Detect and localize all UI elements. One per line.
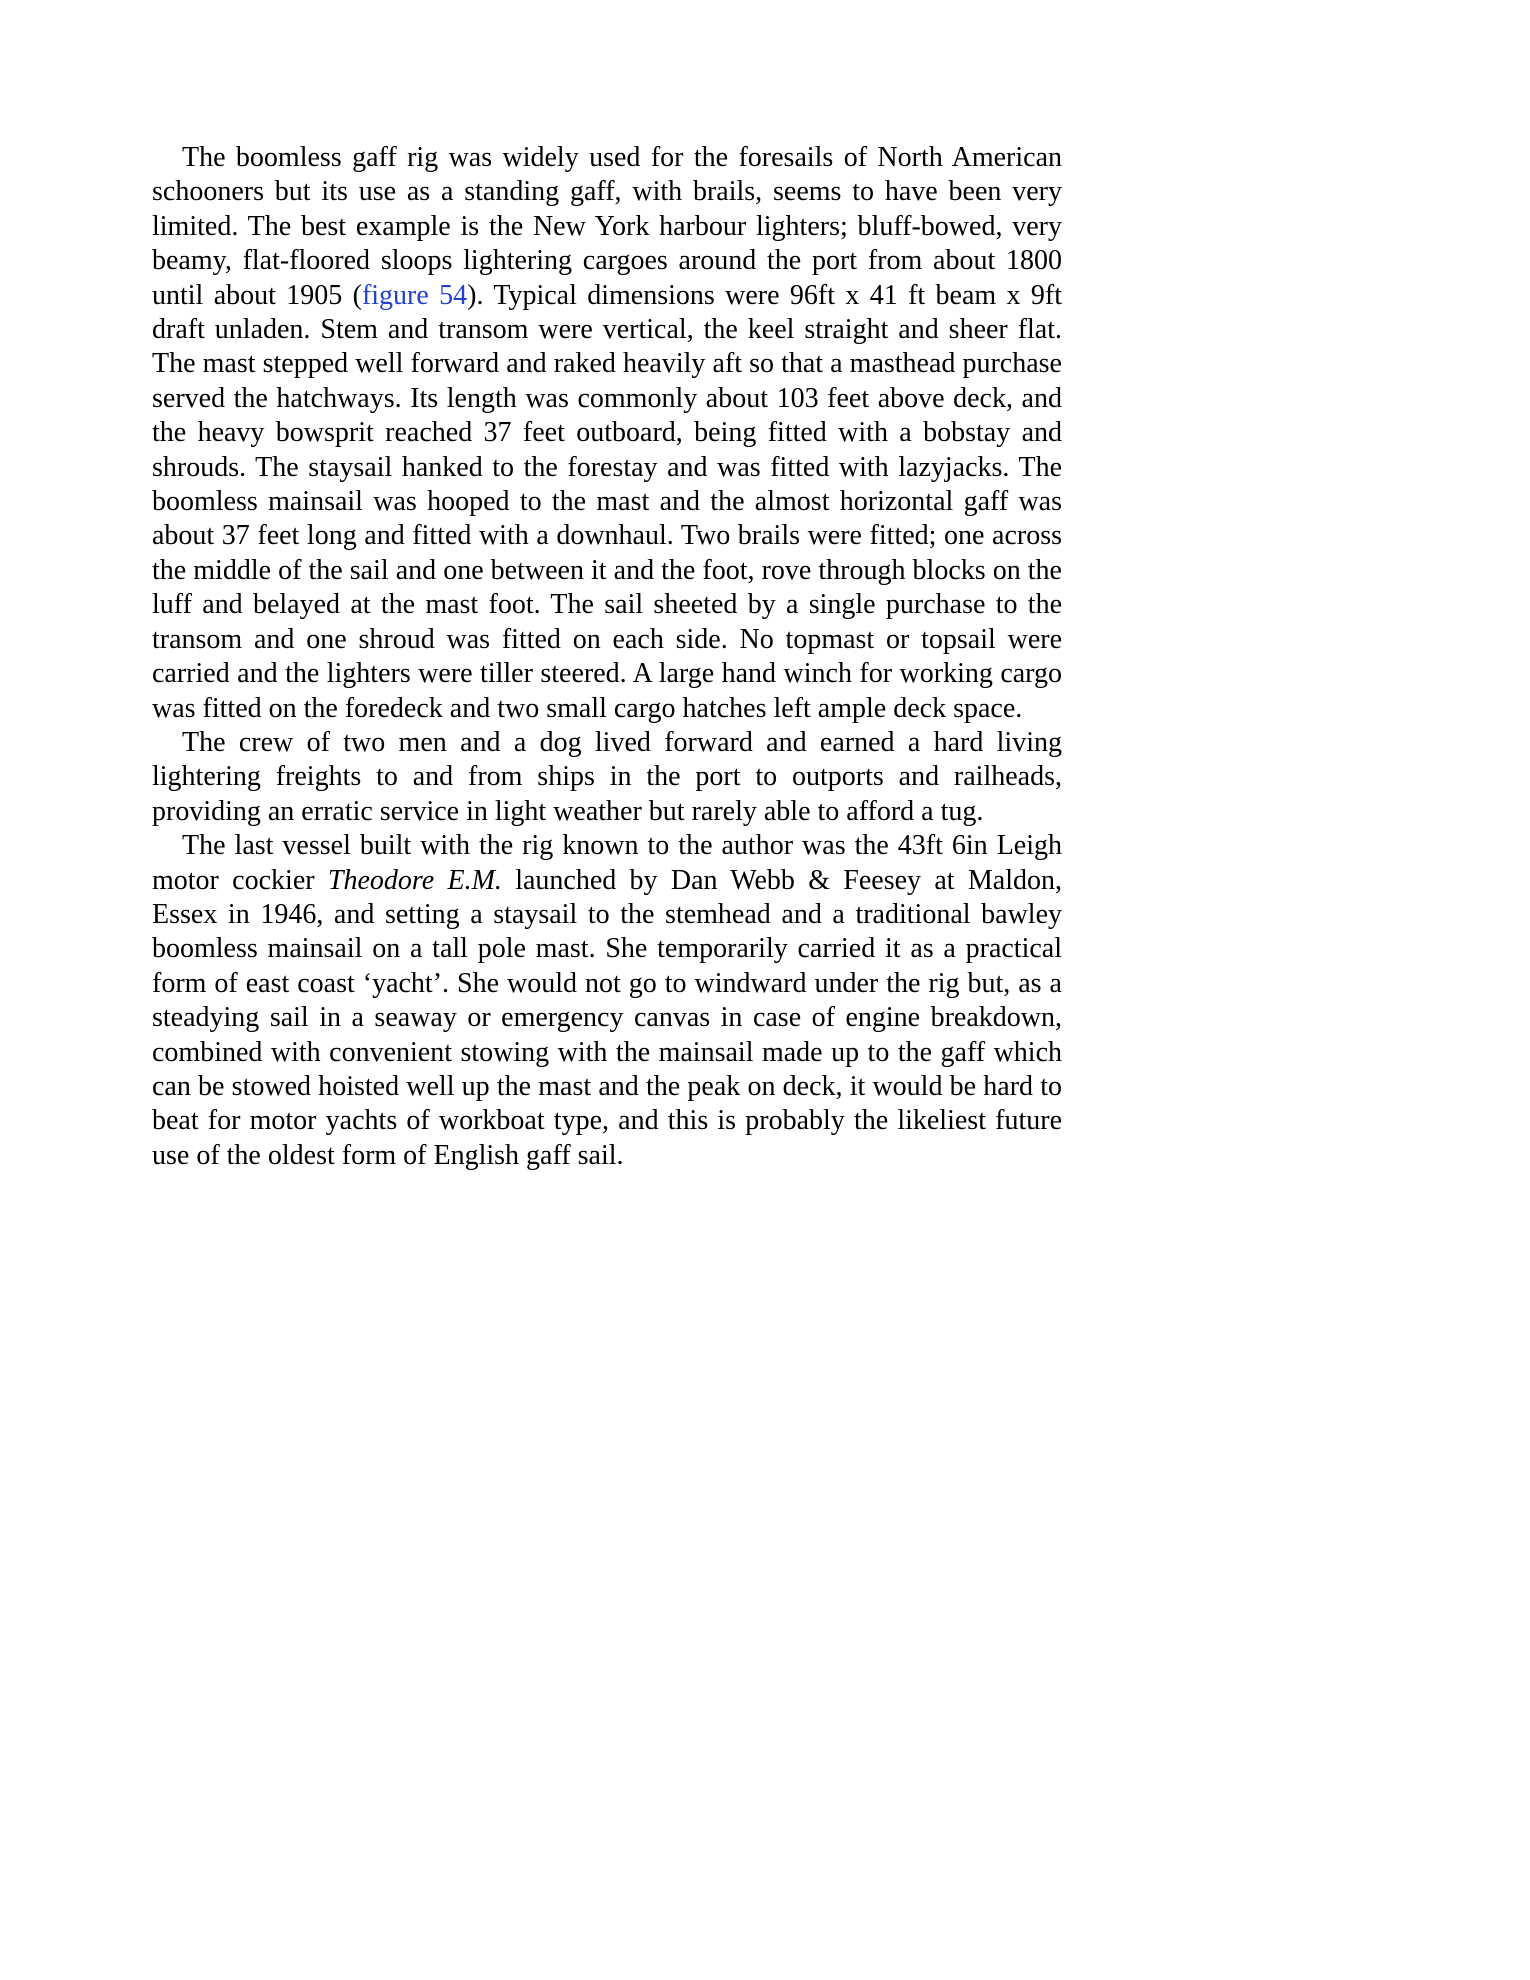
paragraph (152, 829, 1062, 1173)
figure-54-link[interactable]: figure 54 (361, 279, 468, 311)
text-run: The boomless gaff rig was widely used for the foresails of North American schooners but its use as a standing gaff, with brails, seems to have been very limited. The best example is the New York harbour lighters; bluff-bowed, very beamy, flat-floored sloops lightering cargoes around the port from about 1800 until about 1905 ( (152, 142, 1062, 311)
paragraph (152, 141, 1062, 726)
text-run: ). Typical dimensions were 96ft x 41 ft beam x 9ft draft unladen. Stem and transom were vertical, the keel straight and sheer flat. The mast stepped well forward and raked heavily aft so that a masthead purchase served the hatchways. Its length was commonly about 103 feet above deck, and the heavy bowsprit reached 37 feet outboard, being fitted with a bobstay and shrouds. The staysail hanked to the forestay and was fitted with lazyjacks. The boomless mainsail was hooped to the mast and the almost horizontal gaff was about 37 feet long and fitted with a downhaul. Two brails were fitted; one across the middle of the sail and one between it and the foot, rove through blocks on the luff and belayed at the mast foot. The sail sheeted by a single purchase to the transom and one shroud was fitted on each side. No topmast or topsail were carried and the lighters were tiller steered. A large hand winch for working cargo was fitted on the foredeck and two small cargo hatches left ample deck space. (152, 279, 1062, 724)
text-run: The last vessel built with the rig known to the author was the 43ft 6in Leigh motor cockier (152, 830, 1062, 896)
text-run: launched by Dan Webb & Feesey at Maldon, Essex in 1946, and setting a staysail to the stemhead and a traditional bawley boomless mainsail on a tall pole mast. She temporarily carried it as a practical form of east coast ‘yacht’. She would not go to windward under the rig but, as a steadying sail in a seaway or emergency canvas in case of engine breakdown, combined with convenient stowing with the mainsail made up to the gaff which can be stowed hoisted well up the mast and the peak on deck, it would be hard to beat for motor yachts of workboat type, and this is probably the likeliest future use of the oldest form of English gaff sail. (152, 864, 1062, 1171)
text-run: The crew of two men and a dog lived forward and earned a hard living lightering freights to and from ships in the port to outports and railheads, providing an erratic service in light weather but rarely able to afford a tug. (152, 726, 1062, 827)
paragraph (152, 726, 1062, 829)
page-text (152, 141, 1062, 1173)
vessel-name-italic: Theodore E.M. (327, 864, 502, 896)
